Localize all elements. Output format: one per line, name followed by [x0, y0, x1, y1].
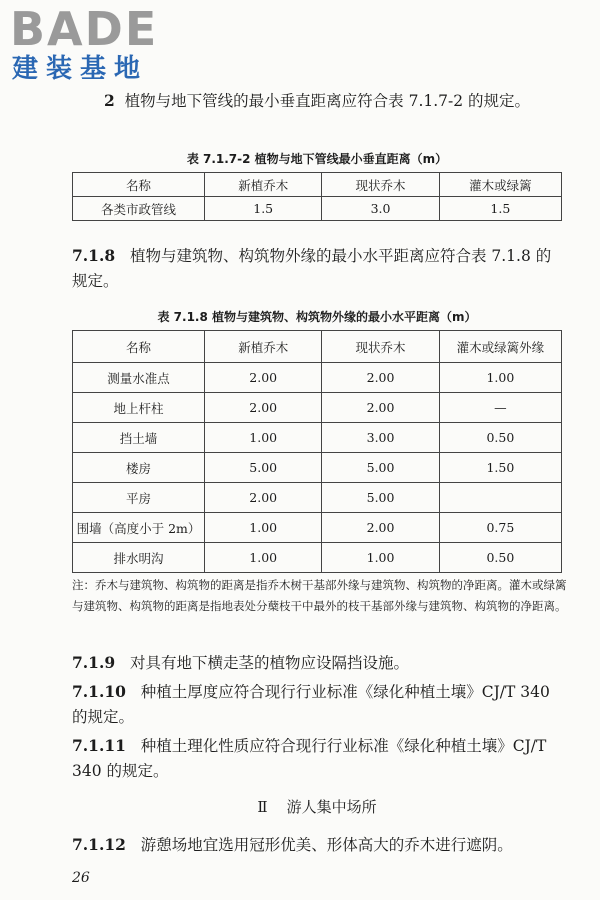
table-cell: 围墙（高度小于 2m） — [73, 513, 205, 543]
table-cell: 1.00 — [439, 363, 561, 393]
table-cell: 5.00 — [322, 483, 439, 513]
table-row — [73, 453, 562, 483]
table-7-1-8-caption: 表 7.1.8 植物与建筑物、构筑物外缘的最小水平距离（m） — [157, 310, 477, 324]
item-number: 2 — [104, 91, 115, 110]
table-cell: 0.50 — [439, 423, 561, 453]
table-cell — [439, 483, 561, 513]
clause-text: 种植土理化性质应符合现行行业标准《绿化种植土壤》CJ/T 340 的规定。 — [72, 737, 547, 780]
table-cell: 排水明沟 — [73, 543, 205, 573]
logo-wordmark: BADE — [10, 2, 159, 56]
table-row — [73, 513, 562, 543]
table-cell: 1.5 — [439, 197, 561, 221]
table-cell: 挡土墙 — [73, 423, 205, 453]
table-row — [73, 393, 562, 423]
table-cell: 2.00 — [205, 393, 322, 423]
clause-number: 7.1.10 — [72, 682, 126, 701]
header-cell: 灌木或绿篱外缘 — [439, 331, 561, 363]
header-cell: 现状乔木 — [322, 173, 439, 197]
bade-logo — [10, 4, 180, 88]
page-number: 26 — [72, 870, 90, 886]
logo-subtitle: 建装基地 — [12, 54, 149, 84]
clause-number: 7.1.9 — [72, 653, 116, 672]
table-cell: 3.00 — [322, 423, 439, 453]
table-7-1-7-2-caption: 表 7.1.7-2 植物与地下管线最小垂直距离（m） — [186, 152, 448, 166]
clause-number: 7.1.8 — [72, 246, 116, 265]
header-cell: 名称 — [73, 173, 205, 197]
table-row — [73, 483, 562, 513]
table-row — [73, 363, 562, 393]
table-cell: 2.00 — [205, 483, 322, 513]
section-title: 游人集中场所 — [286, 798, 377, 816]
clause-7-1-11 — [72, 733, 562, 784]
table-note: 注：乔木与建筑物、构筑物的距离是指乔木树干基部外缘与建筑物、构筑物的净距离。灌木或绿篱与建筑物、构筑物的距离是指地表处分蘖枝干中最外的枝干基部外缘与建筑物、构筑物的净距离。 — [72, 578, 567, 613]
table-cell: 1.00 — [205, 513, 322, 543]
header-cell: 名称 — [73, 331, 205, 363]
table-cell: 2.00 — [322, 393, 439, 423]
section-roman: Ⅱ — [257, 798, 268, 816]
clause-7-1-12 — [72, 832, 562, 858]
section-heading — [72, 796, 562, 817]
table-row — [73, 543, 562, 573]
clause-text: 对具有地下横走茎的植物应设隔挡设施。 — [129, 654, 409, 672]
clause-7-1-10 — [72, 679, 562, 730]
header-cell: 灌木或绿篱 — [439, 173, 561, 197]
clause-number: 7.1.11 — [72, 736, 126, 755]
table-7-1-8 — [72, 330, 562, 573]
table-row — [73, 197, 562, 221]
table-header-row — [73, 331, 562, 363]
table-cell: 1.00 — [322, 543, 439, 573]
table-cell: 2.00 — [322, 513, 439, 543]
table-cell: 0.75 — [439, 513, 561, 543]
clause-7-1-9 — [72, 650, 562, 676]
table-cell: 1.5 — [205, 197, 322, 221]
table-cell: 1.00 — [205, 423, 322, 453]
clause-number: 7.1.12 — [72, 835, 126, 854]
item-text: 植物与地下管线的最小垂直距离应符合表 7.1.7-2 的规定。 — [124, 92, 531, 110]
table-cell: 地上杆柱 — [73, 393, 205, 423]
table-cell: 2.00 — [322, 363, 439, 393]
clause-text: 植物与建筑物、构筑物外缘的最小水平距离应符合表 7.1.8 的规定。 — [72, 247, 552, 290]
table-cell: 5.00 — [205, 453, 322, 483]
header-cell: 新植乔木 — [205, 331, 322, 363]
table-cell: — — [439, 393, 561, 423]
clause-text: 游憩场地宜选用冠形优美、形体高大的乔木进行遮阴。 — [140, 836, 513, 854]
table-cell: 测量水准点 — [73, 363, 205, 393]
table-cell: 平房 — [73, 483, 205, 513]
header-cell: 新植乔木 — [205, 173, 322, 197]
paragraph-7-1-7-item-2 — [72, 88, 562, 114]
table-cell: 0.50 — [439, 543, 561, 573]
table-cell: 3.0 — [322, 197, 439, 221]
table-row — [73, 423, 562, 453]
table-cell: 1.00 — [205, 543, 322, 573]
table-cell: 2.00 — [205, 363, 322, 393]
header-cell: 现状乔木 — [322, 331, 439, 363]
table-cell: 楼房 — [73, 453, 205, 483]
table-7-1-7-2 — [72, 172, 562, 221]
clause-7-1-8 — [72, 243, 562, 294]
table-cell: 各类市政管线 — [73, 197, 205, 221]
clause-text: 种植土厚度应符合现行行业标准《绿化种植土壤》CJ/T 340 的规定。 — [72, 683, 550, 726]
table-header-row — [73, 173, 562, 197]
table-cell: 5.00 — [322, 453, 439, 483]
table-cell: 1.50 — [439, 453, 561, 483]
